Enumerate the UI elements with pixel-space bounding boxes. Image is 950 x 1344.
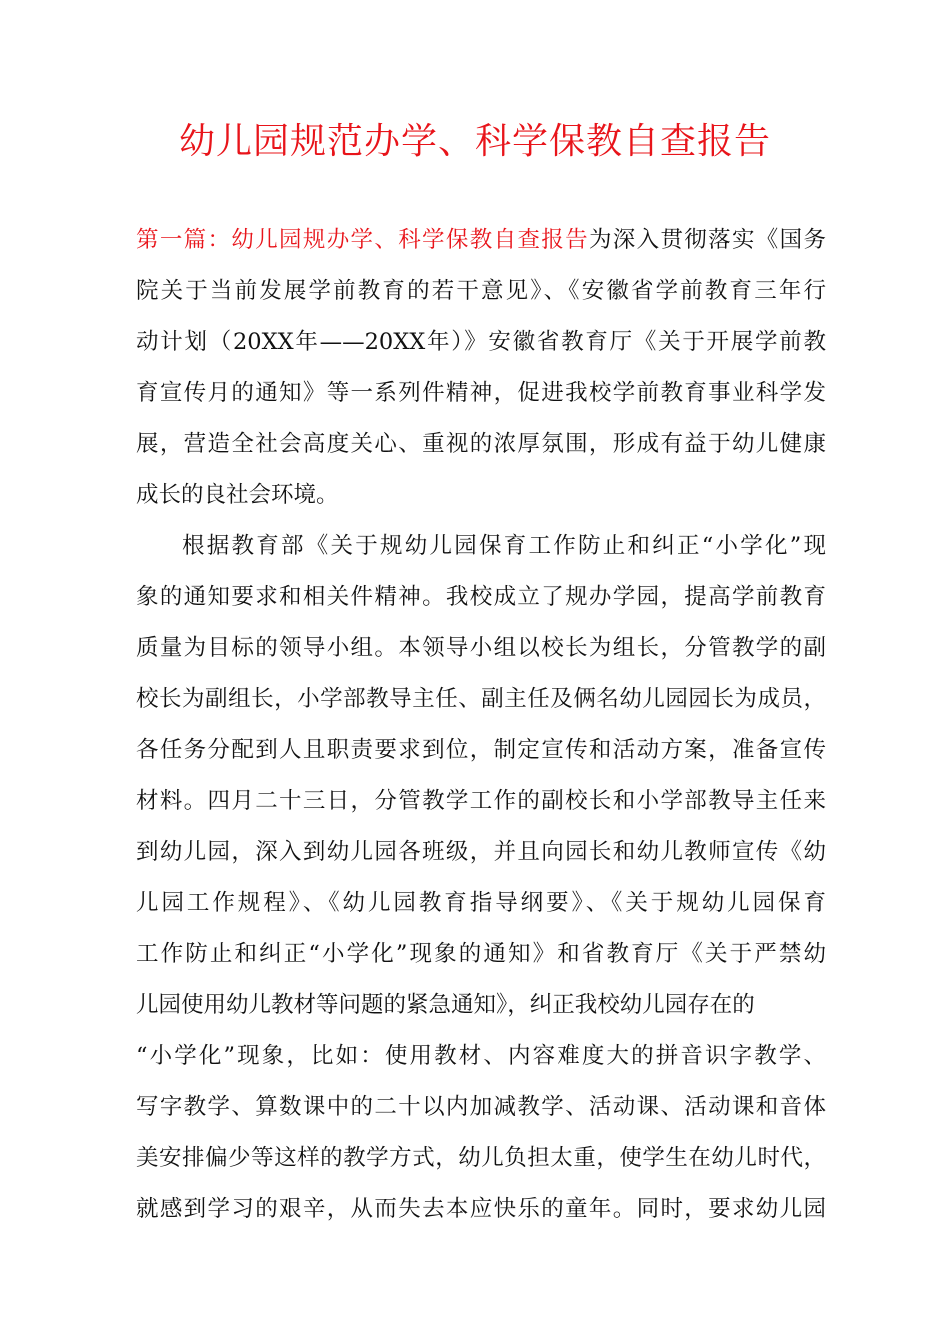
document-title: 幼儿园规范办学、科学保教自查报告 — [178, 121, 771, 162]
paragraph-1-line: 院关于当前发展学前教育的若干意见》、《安徽省学前教育三年行 — [136, 278, 826, 304]
paragraph-1-line: 动计划（20XX年——20XX年）》安徽省教育厅《关于开展学前教 — [136, 329, 826, 355]
paragraph-2-line: 各任务分配到人且职责要求到位，制定宣传和活动方案，准备宣传 — [136, 737, 826, 763]
paragraph-2-line: 写字教学、算数课中的二十以内加减教学、活动课、活动课和音体 — [136, 1094, 826, 1120]
paragraph-2-line: 质量为目标的领导小组。本领导小组以校长为组长，分管教学的副 — [136, 635, 826, 661]
paragraph-1-text: 为深入贯彻落实《国务 — [588, 227, 826, 253]
paragraph-1-line: 展，营造全社会高度关心、重视的浓厚氛围，形成有益于幼儿健康 — [136, 431, 826, 457]
paragraph-2-line: 儿园使用幼儿教材等问题的紧急通知》，纠正我校幼儿园存在的 — [136, 992, 755, 1018]
paragraph-1-line: 育宣传月的通知》等一系列件精神，促进我校学前教育事业科学发 — [136, 380, 826, 406]
paragraph-2-line: “小学化”现象，比如：使用教材、内容难度大的拼音识字教学、 — [136, 1043, 826, 1069]
paragraph-2-line: 儿园工作规程》、《幼儿园教育指导纲要》、《关于规幼儿园保育 — [136, 890, 826, 916]
paragraph-2-line: 校长为副组长，小学部教导主任、副主任及俩名幼儿园园长为成员， — [136, 686, 826, 712]
document-body — [136, 215, 826, 1235]
paragraph-2-line: 美安排偏少等这样的教学方式，幼儿负担太重，使学生在幼儿时代， — [136, 1145, 826, 1171]
paragraph-1-line: 成长的良社会环境。 — [136, 482, 339, 508]
paragraph-2-line: 工作防止和纠正“小学化”现象的通知》和省教育厅《关于严禁幼 — [136, 941, 826, 967]
paragraph-2-line: 材料。四月二十三日，分管教学工作的副校长和小学部教导主任来 — [136, 788, 826, 814]
paragraph-2-line: 到幼儿园，深入到幼儿园各班级，并且向园长和幼儿教师宣传《幼 — [136, 839, 826, 865]
paragraph-2-line: 根据教育部《关于规幼儿园保育工作防止和纠正“小学化”现 — [182, 533, 826, 559]
paragraph-2-line: 就感到学习的艰辛，从而失去本应快乐的童年。同时，要求幼儿园 — [136, 1196, 826, 1222]
paragraph-2-line: 象的通知要求和相关件精神。我校成立了规办学园，提高学前教育 — [136, 584, 826, 610]
paragraph-1-line-1 — [136, 215, 826, 266]
section-heading: 第一篇：幼儿园规办学、科学保教自查报告 — [136, 227, 589, 253]
